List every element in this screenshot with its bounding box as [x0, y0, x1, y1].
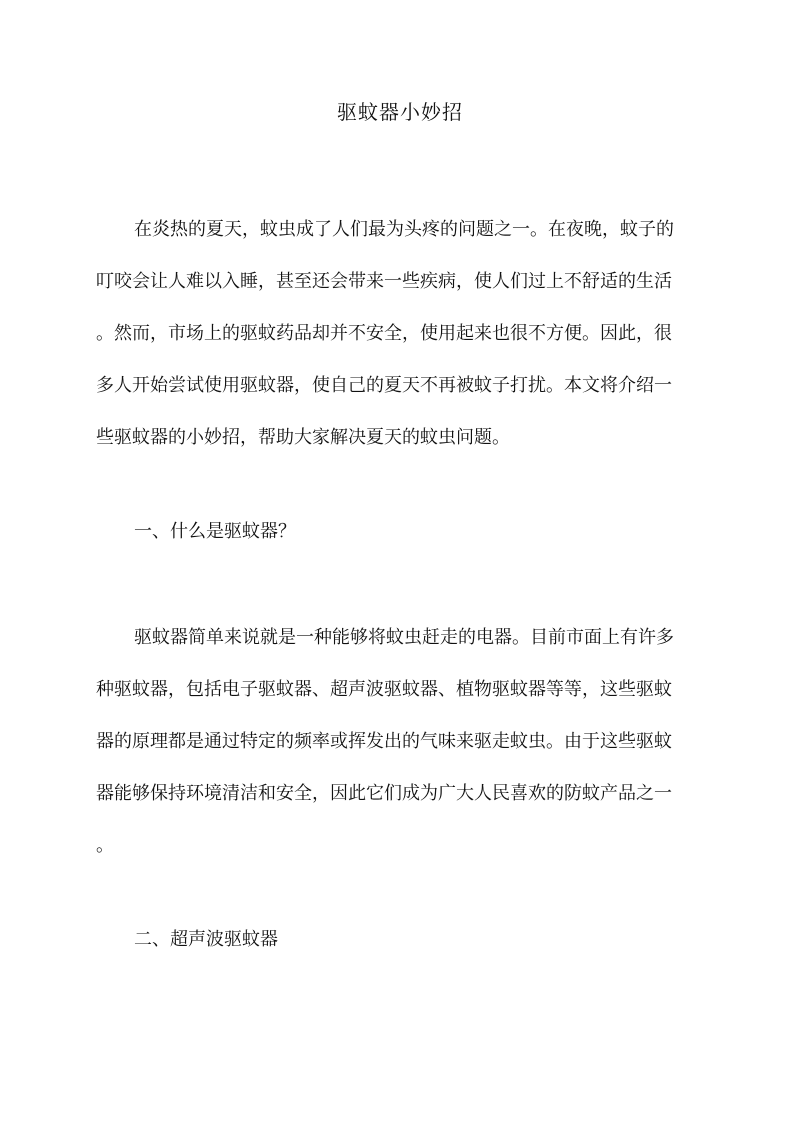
paragraph-line: 驱蚊器简单来说就是一种能够将蚊虫赶走的电器。目前市面上有许多: [134, 627, 674, 648]
document-title: 驱蚊器小妙招: [337, 100, 463, 124]
paragraph-line: 器能够保持环境清洁和安全，因此它们成为广大人民喜欢的防蚊产品之一: [96, 783, 672, 804]
paragraph-line: 。然而，市场上的驱蚊药品却并不安全，使用起来也很不方便。因此，很: [96, 323, 672, 344]
paragraph-line: 在炎热的夏天，蚊虫成了人们最为头疼的问题之一。在夜晚，蚊子的: [134, 219, 674, 240]
paragraph-line: 器的原理都是通过特定的频率或挥发出的气味来驱走蚊虫。由于这些驱蚊: [96, 731, 672, 752]
section1-paragraph: [96, 612, 704, 872]
paragraph-line: 。: [96, 835, 114, 856]
paragraph-line: 多人开始尝试使用驱蚊器，使自己的夏天不再被蚊子打扰。本文将介绍一: [96, 375, 672, 396]
paragraph-line: 些驱蚊器的小妙招，帮助大家解决夏天的蚊虫问题。: [96, 427, 510, 448]
paragraph-line: 叮咬会让人难以入睡，甚至还会带来一些疾病，使人们过上不舒适的生活: [96, 271, 672, 292]
paragraph-line: 种驱蚊器，包括电子驱蚊器、超声波驱蚊器、植物驱蚊器等等，这些驱蚊: [96, 679, 672, 700]
section-heading-ultrasonic: 二、超声波驱蚊器: [134, 929, 278, 950]
intro-paragraph: [96, 204, 704, 464]
section-heading-what-is: 一、什么是驱蚊器？: [134, 521, 296, 542]
